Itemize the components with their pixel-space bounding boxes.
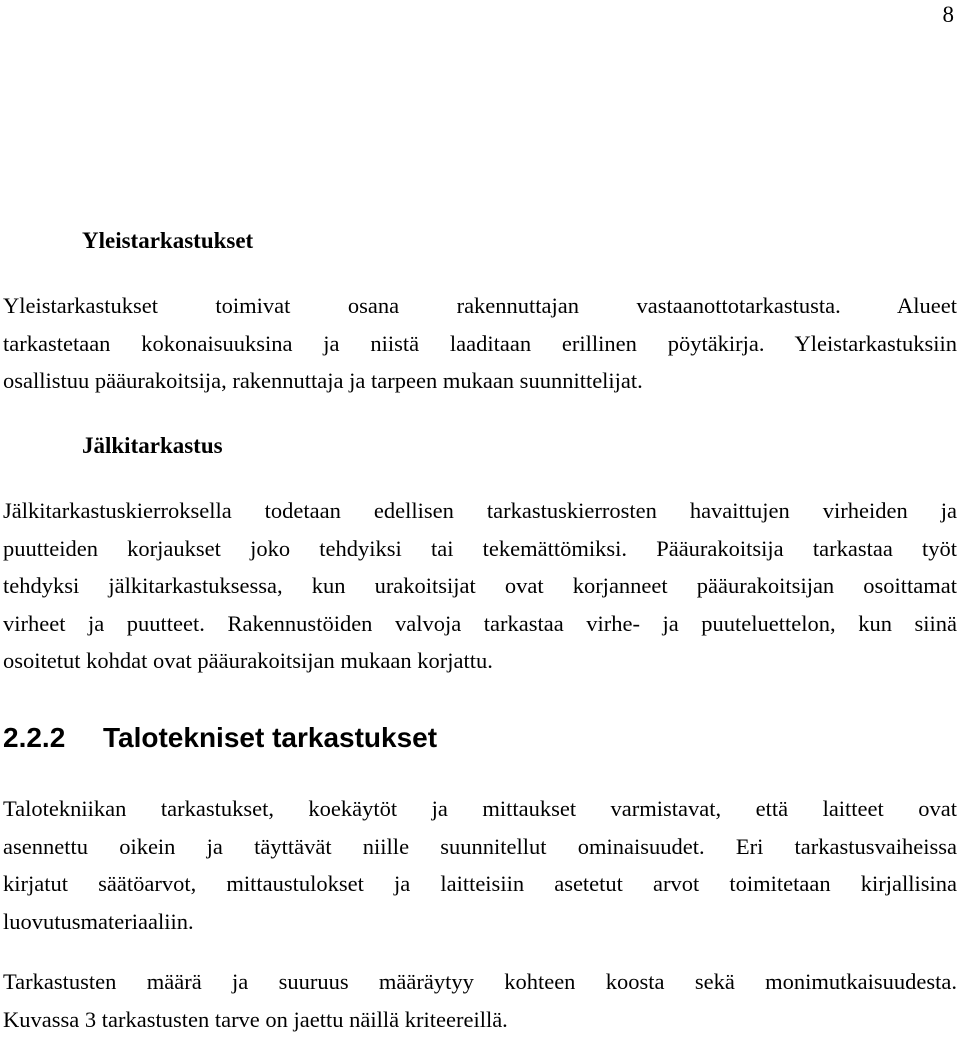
text-line: Tarkastusten määrä ja suuruus määräytyy kohteen koosta sekä monimutkaisuudesta. <box>3 969 957 994</box>
text-line: Kuvassa 3 tarkastusten tarve on jaettu näillä kriteereillä. <box>3 1006 508 1032</box>
text-line: tarkastetaan kokonaisuuksina ja niistä laaditaan erillinen pöytäkirja. Yleistarkastuksiin <box>3 330 957 356</box>
text-line: osoitetut kohdat ovat pääurakoitsijan mukaan korjattu. <box>3 648 493 673</box>
text-line: kirjatut säätöarvot, mittaustulokset ja laitteisiin asetetut arvot toimitetaan kirjallisina <box>3 871 957 896</box>
text-line: puutteiden korjaukset joko tehdyiksi tai tekemättömiksi. Pääurakoitsija tarkastaa työt <box>3 535 957 561</box>
paragraph-talotekniset-1 <box>3 790 957 940</box>
text-line: virheet ja puutteet. Rakennustöiden valvoja tarkastaa virhe- ja puuteluettelon, kun siinä <box>3 610 957 636</box>
text-line: asennettu oikein ja täyttävät niille suunnitellut ominaisuudet. Eri tarkastusvaiheissa <box>3 833 957 859</box>
paragraph-talotekniset-2 <box>3 963 957 1038</box>
text-line: osallistuu pääurakoitsija, rakennuttaja ja tarpeen mukaan suunnittelijat. <box>3 368 643 393</box>
text-line: luovutusmateriaaliin. <box>3 908 194 934</box>
text-line: Yleistarkastukset toimivat osana rakennuttajan vastaanottotarkastusta. Alueet <box>3 293 957 318</box>
paragraph-yleistarkastukset <box>3 287 957 400</box>
section-number: 2.2.2 <box>3 722 66 753</box>
text-line: Talotekniikan tarkastukset, koekäytöt ja mittaukset varmistavat, että laitteet ovat <box>3 796 957 821</box>
text-line: Jälkitarkastuskierroksella todetaan edellisen tarkastuskierrosten havaittujen virheiden ja <box>3 498 957 523</box>
heading-talotekniset-tarkastukset <box>3 722 437 754</box>
heading-jalkitarkastus: Jälkitarkastus <box>82 433 223 458</box>
heading-yleistarkastukset: Yleistarkastukset <box>82 228 254 253</box>
section-title: Talotekniset tarkastukset <box>103 722 438 753</box>
page-number: 8 <box>942 2 954 27</box>
paragraph-jalkitarkastus <box>3 492 957 680</box>
text-line: tehdyksi jälkitarkastuksessa, kun urakoitsijat ovat korjanneet pääurakoitsijan osoittamat <box>3 573 957 598</box>
